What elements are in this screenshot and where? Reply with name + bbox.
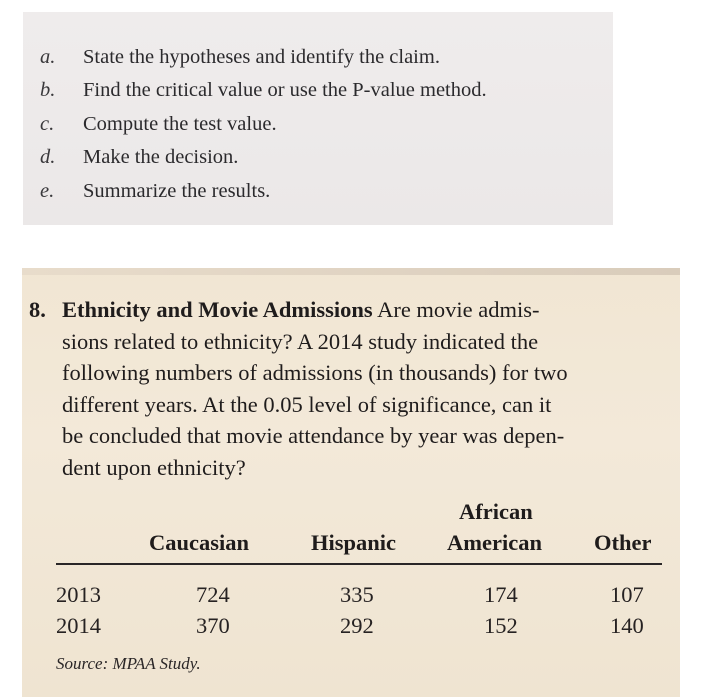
problem-line: following numbers of admissions (in thousands) for two — [62, 360, 568, 385]
problem-text — [29, 294, 669, 483]
step-letter: c. — [40, 112, 55, 135]
step-letter: a. — [40, 45, 56, 68]
table-rule — [56, 563, 662, 565]
row-year: 2014 — [56, 613, 101, 638]
table-cell: 174 — [484, 582, 518, 607]
panel-edge — [22, 268, 680, 275]
table-cell: 292 — [340, 613, 374, 638]
step-text: Summarize the results. — [83, 179, 271, 202]
header-american: American — [447, 530, 542, 555]
table-cell: 140 — [610, 613, 644, 638]
header-other: Other — [594, 530, 652, 555]
table-cell: 335 — [340, 582, 374, 607]
problem-line: different years. At the 0.05 level of significance, can it — [62, 391, 552, 417]
header-hispanic: Hispanic — [311, 530, 397, 555]
row-year: 2013 — [56, 582, 101, 607]
table-cell: 370 — [196, 613, 230, 638]
problem-panel — [22, 268, 680, 697]
problem-line: Are movie admis- — [377, 297, 540, 322]
table-source: Source: MPAA Study. — [56, 654, 201, 673]
problem-line: be concluded that movie attendance by year was depen- — [62, 423, 565, 448]
step-text: Compute the test value. — [83, 112, 277, 135]
table-cell: 107 — [610, 582, 644, 607]
step-letter: b. — [40, 78, 56, 101]
problem-line: sions related to ethnicity? A 2014 study indicated the — [62, 328, 539, 354]
steps-panel — [23, 12, 613, 225]
step-text: Find the critical value or use the P-value method. — [83, 78, 487, 101]
step-text: State the hypotheses and identify the claim. — [83, 45, 440, 68]
problem-body — [62, 294, 669, 483]
problem-line: dent upon ethnicity? — [62, 454, 246, 480]
problem-number: 8. — [29, 297, 46, 322]
header-african: African — [459, 499, 533, 524]
problem-title: Ethnicity and Movie Admissions — [62, 297, 373, 322]
step-text: Make the decision. — [83, 145, 239, 168]
step-letter: d. — [40, 145, 56, 168]
table-cell: 152 — [484, 613, 518, 638]
step-letter: e. — [40, 179, 55, 202]
header-caucasian: Caucasian — [149, 530, 250, 555]
table-cell: 724 — [196, 582, 230, 607]
